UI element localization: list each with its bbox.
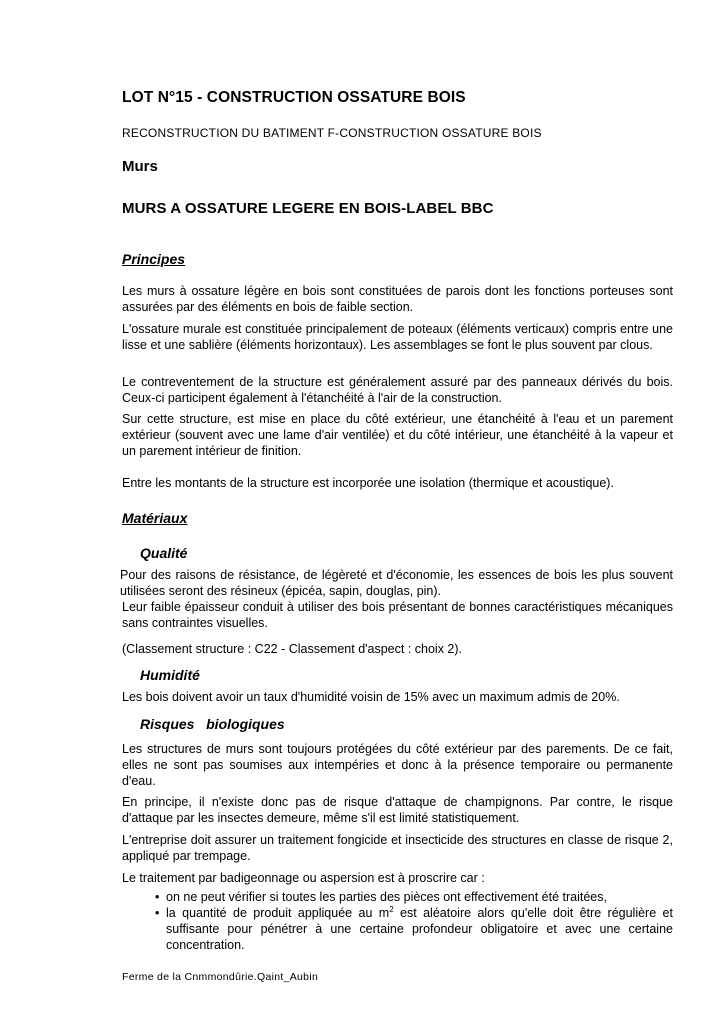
qualite-paragraph-3: (Classement structure : C22 - Classement d'aspect : choix 2). — [122, 642, 463, 656]
list-item — [155, 905, 673, 953]
bullet-text-1: on ne peut vérifier si toutes les parties des pièces ont effectivement été traitées, — [166, 890, 607, 904]
document-title: LOT N°15 - CONSTRUCTION OSSATURE BOIS — [122, 89, 466, 106]
treatment-reasons-list — [155, 889, 673, 953]
principes-paragraph-2: L'ossature murale est constituée principalement de poteaux (éléments verticaux) compris entre une lisse et une sablière (éléments horizontaux). Les assemblages se font le plus souvent par clous. — [122, 322, 673, 352]
bullet-text-2a: la quantité de produit appliquée au m — [166, 906, 390, 920]
section-heading-main: MURS A OSSATURE LEGERE EN BOIS-LABEL BBC — [122, 200, 494, 217]
principes-paragraph-5: Entre les montants de la structure est incorporée une isolation (thermique et acoustique). — [122, 476, 614, 490]
risques-paragraph-2: En principe, il n'existe donc pas de risque d'attaque de champignons. Par contre, le risque d'attaque par les insectes demeure, même s'il est limité statistiquement. — [122, 795, 673, 825]
heading-humidite: Humidité — [140, 667, 200, 683]
heading-qualite: Qualité — [140, 545, 188, 561]
risques-paragraph-1: Les structures de murs sont toujours protégées du côté extérieur par des parements. De ce fait, elles ne sont pas soumises aux intempéries et donc à la présence temporaire ou permanente d'eau. — [122, 742, 673, 788]
bullet-text-2b: est aléatoire alors qu'elle doit être régulière et suffisante pour pénétrer à une certaine profondeur obligatoire et avec une certaine concentration. — [166, 906, 673, 952]
risques-paragraph-3: L'entreprise doit assurer un traitement fongicide et insecticide des structures en classe de risque 2, appliqué par trempage. — [122, 833, 673, 863]
bullet-icon: • — [155, 890, 160, 904]
heading-risques-biologiques: Risques biologiques — [140, 716, 285, 732]
heading-materiaux: Matériaux — [122, 510, 188, 526]
qualite-paragraph-2: Leur faible épaisseur conduit à utiliser des bois présentant de bonnes caractéristiques mécaniques sans contraintes visuelles. — [122, 600, 673, 630]
section-heading-murs: Murs — [122, 158, 158, 175]
superscript-2: 2 — [389, 904, 394, 914]
heading-principes: Principes — [122, 251, 186, 267]
page-footer: Ferme de la Cnmmondûrie.Qaint_Aubin — [122, 971, 319, 983]
principes-paragraph-1: Les murs à ossature légère en bois sont constituées de parois dont les fonctions porteuses sont assurées par des éléments en bois de faible section. — [122, 284, 673, 314]
humidite-paragraph: Les bois doivent avoir un taux d'humidité voisin de 15% avec un maximum admis de 20%. — [122, 690, 620, 704]
bullet-icon: • — [155, 906, 160, 920]
document-subtitle: RECONSTRUCTION DU BATIMENT F-CONSTRUCTION OSSATURE BOIS — [122, 126, 542, 140]
principes-paragraph-3: Le contreventement de la structure est généralement assuré par des panneaux dérivés du bois. Ceux-ci participent également à l'étanchéité à l'air de la construction. — [122, 375, 673, 405]
principes-paragraph-4: Sur cette structure, est mise en place du côté extérieur, une étanchéité à l'eau et un parement extérieur (souvent avec une lame d'air ventilée) et du côté intérieur, une étanchéité à la vapeur et un parement intérieur de finition. — [122, 412, 673, 458]
list-item — [155, 889, 673, 905]
qualite-paragraph-1: Pour des raisons de résistance, de légèreté et d'économie, les essences de bois les plus souvent utilisées seront des résineux (épicéa, sapin, douglas, pin). — [120, 568, 673, 598]
risques-paragraph-4: Le traitement par badigeonnage ou aspersion est à proscrire car : — [122, 871, 485, 885]
